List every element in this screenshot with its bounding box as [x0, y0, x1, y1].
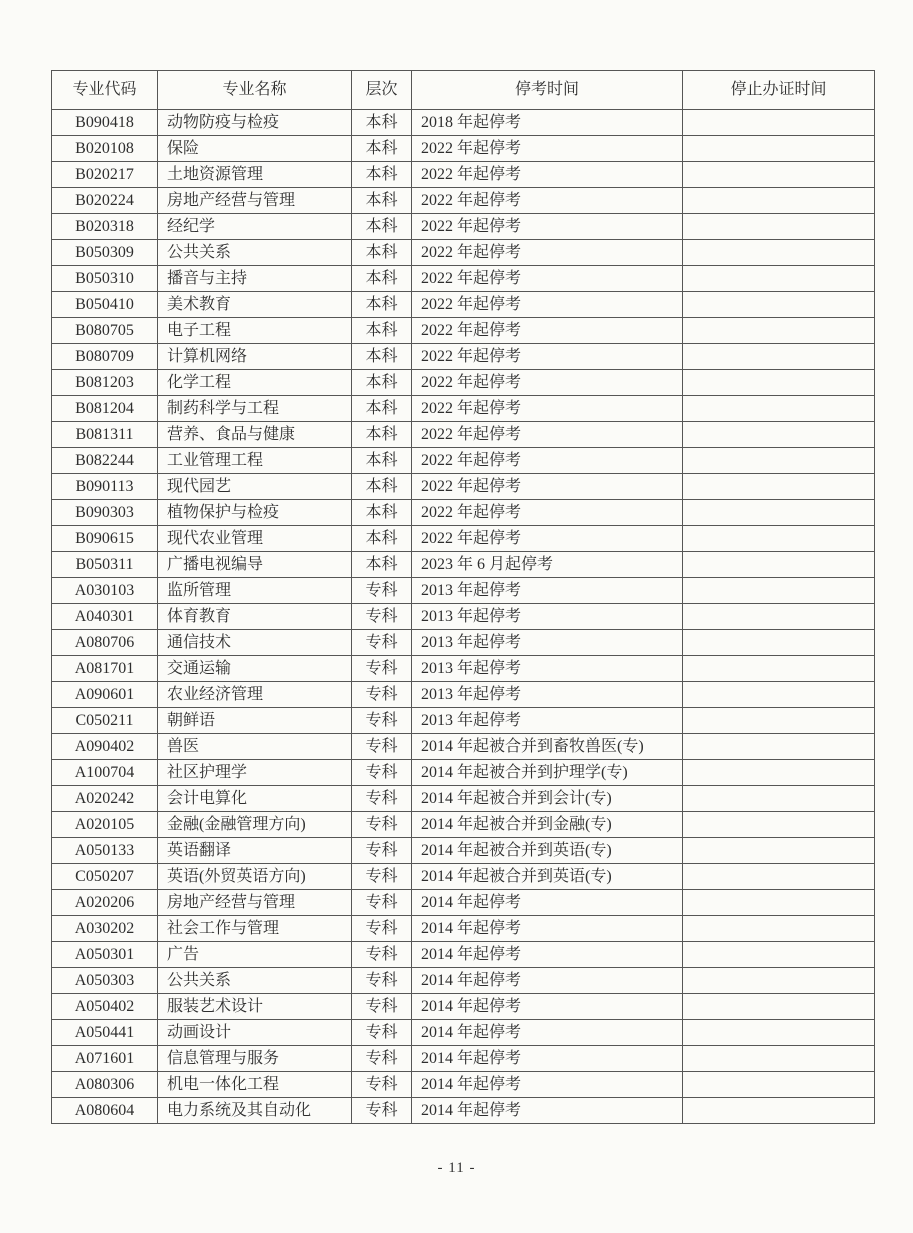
cell-level: 本科: [352, 474, 412, 500]
cell-stop-exam-time: 2014 年起停考: [412, 942, 683, 968]
table-row: [52, 786, 875, 812]
cell-stop-exam-time: 2014 年起停考: [412, 994, 683, 1020]
cell-major-name: 工业管理工程: [158, 448, 352, 474]
table-row: [52, 136, 875, 162]
cell-stop-exam-time: 2022 年起停考: [412, 292, 683, 318]
cell-level: 本科: [352, 318, 412, 344]
cell-stop-certificate-time: [683, 890, 875, 916]
cell-stop-certificate-time: [683, 916, 875, 942]
cell-major-code: A080706: [52, 630, 158, 656]
cell-stop-exam-time: 2013 年起停考: [412, 630, 683, 656]
cell-major-name: 房地产经营与管理: [158, 890, 352, 916]
cell-major-code: A080306: [52, 1072, 158, 1098]
cell-stop-certificate-time: [683, 786, 875, 812]
cell-stop-exam-time: 2023 年 6 月起停考: [412, 552, 683, 578]
cell-stop-certificate-time: [683, 266, 875, 292]
cell-major-code: B050410: [52, 292, 158, 318]
cell-stop-certificate-time: [683, 188, 875, 214]
cell-major-name: 机电一体化工程: [158, 1072, 352, 1098]
cell-major-code: A020105: [52, 812, 158, 838]
table-row: [52, 396, 875, 422]
cell-major-code: A100704: [52, 760, 158, 786]
cell-major-name: 经纪学: [158, 214, 352, 240]
cell-stop-exam-time: 2022 年起停考: [412, 240, 683, 266]
table-row: [52, 162, 875, 188]
cell-stop-certificate-time: [683, 162, 875, 188]
cell-stop-exam-time: 2022 年起停考: [412, 422, 683, 448]
cell-stop-certificate-time: [683, 552, 875, 578]
table-row: [52, 1046, 875, 1072]
cell-stop-exam-time: 2022 年起停考: [412, 474, 683, 500]
cell-stop-exam-time: 2022 年起停考: [412, 214, 683, 240]
cell-stop-certificate-time: [683, 942, 875, 968]
table-header-row: [52, 71, 875, 110]
cell-stop-certificate-time: [683, 240, 875, 266]
cell-level: 专科: [352, 916, 412, 942]
discontinued-majors-table: [51, 70, 875, 1124]
cell-major-name: 服装艺术设计: [158, 994, 352, 1020]
table-body: [52, 110, 875, 1124]
cell-major-name: 制药科学与工程: [158, 396, 352, 422]
cell-level: 专科: [352, 942, 412, 968]
cell-level: 专科: [352, 890, 412, 916]
table-row: [52, 1072, 875, 1098]
column-header-stop-certificate-time: 停止办证时间: [683, 71, 875, 110]
cell-major-name: 电子工程: [158, 318, 352, 344]
cell-major-name: 植物保护与检疫: [158, 500, 352, 526]
cell-major-code: A050402: [52, 994, 158, 1020]
cell-major-code: A090601: [52, 682, 158, 708]
cell-stop-exam-time: 2013 年起停考: [412, 708, 683, 734]
cell-stop-certificate-time: [683, 578, 875, 604]
cell-major-code: B020108: [52, 136, 158, 162]
cell-level: 本科: [352, 448, 412, 474]
cell-stop-exam-time: 2022 年起停考: [412, 448, 683, 474]
cell-major-name: 金融(金融管理方向): [158, 812, 352, 838]
table-row: [52, 240, 875, 266]
cell-stop-certificate-time: [683, 604, 875, 630]
cell-stop-exam-time: 2022 年起停考: [412, 266, 683, 292]
cell-stop-certificate-time: [683, 396, 875, 422]
cell-major-code: C050207: [52, 864, 158, 890]
cell-stop-certificate-time: [683, 474, 875, 500]
table-row: [52, 682, 875, 708]
cell-stop-exam-time: 2014 年起被合并到会计(专): [412, 786, 683, 812]
table-row: [52, 526, 875, 552]
cell-major-code: A050133: [52, 838, 158, 864]
cell-stop-certificate-time: [683, 734, 875, 760]
cell-major-code: C050211: [52, 708, 158, 734]
cell-level: 专科: [352, 1072, 412, 1098]
cell-level: 本科: [352, 188, 412, 214]
cell-major-code: B090303: [52, 500, 158, 526]
table-row: [52, 630, 875, 656]
cell-major-name: 通信技术: [158, 630, 352, 656]
cell-stop-exam-time: 2014 年起被合并到金融(专): [412, 812, 683, 838]
cell-level: 本科: [352, 240, 412, 266]
cell-major-name: 电力系统及其自动化: [158, 1098, 352, 1124]
cell-level: 专科: [352, 786, 412, 812]
cell-stop-certificate-time: [683, 344, 875, 370]
cell-major-name: 公共关系: [158, 968, 352, 994]
cell-stop-exam-time: 2013 年起停考: [412, 604, 683, 630]
cell-major-name: 社区护理学: [158, 760, 352, 786]
cell-major-code: B050310: [52, 266, 158, 292]
column-header-level: 层次: [352, 71, 412, 110]
cell-level: 本科: [352, 344, 412, 370]
cell-level: 专科: [352, 838, 412, 864]
cell-major-name: 计算机网络: [158, 344, 352, 370]
cell-stop-exam-time: 2014 年起被合并到护理学(专): [412, 760, 683, 786]
table-row: [52, 422, 875, 448]
cell-major-code: B090418: [52, 110, 158, 136]
cell-level: 专科: [352, 578, 412, 604]
cell-stop-certificate-time: [683, 1020, 875, 1046]
cell-major-code: A030202: [52, 916, 158, 942]
cell-level: 专科: [352, 994, 412, 1020]
cell-stop-exam-time: 2022 年起停考: [412, 136, 683, 162]
cell-level: 本科: [352, 422, 412, 448]
cell-major-code: B020318: [52, 214, 158, 240]
table-row: [52, 968, 875, 994]
cell-major-code: B090113: [52, 474, 158, 500]
cell-stop-exam-time: 2014 年起停考: [412, 1072, 683, 1098]
cell-stop-exam-time: 2022 年起停考: [412, 396, 683, 422]
cell-level: 专科: [352, 682, 412, 708]
table-row: [52, 916, 875, 942]
cell-stop-exam-time: 2014 年起停考: [412, 890, 683, 916]
cell-major-name: 英语翻译: [158, 838, 352, 864]
cell-level: 专科: [352, 1046, 412, 1072]
cell-major-code: A050303: [52, 968, 158, 994]
cell-stop-exam-time: 2014 年起被合并到畜牧兽医(专): [412, 734, 683, 760]
table-row: [52, 500, 875, 526]
cell-stop-certificate-time: [683, 318, 875, 344]
cell-major-code: A020242: [52, 786, 158, 812]
cell-major-name: 会计电算化: [158, 786, 352, 812]
cell-major-name: 英语(外贸英语方向): [158, 864, 352, 890]
cell-major-code: B090615: [52, 526, 158, 552]
cell-major-code: A071601: [52, 1046, 158, 1072]
cell-major-code: B081311: [52, 422, 158, 448]
cell-stop-exam-time: 2014 年起停考: [412, 1098, 683, 1124]
cell-stop-certificate-time: [683, 682, 875, 708]
cell-major-code: B050309: [52, 240, 158, 266]
cell-major-code: B020217: [52, 162, 158, 188]
cell-level: 本科: [352, 396, 412, 422]
cell-major-code: B080705: [52, 318, 158, 344]
column-header-major-name: 专业名称: [158, 71, 352, 110]
cell-stop-exam-time: 2014 年起被合并到英语(专): [412, 864, 683, 890]
cell-stop-certificate-time: [683, 968, 875, 994]
cell-major-name: 农业经济管理: [158, 682, 352, 708]
table-row: [52, 838, 875, 864]
cell-stop-certificate-time: [683, 838, 875, 864]
cell-major-code: A040301: [52, 604, 158, 630]
cell-level: 本科: [352, 526, 412, 552]
cell-major-code: B082244: [52, 448, 158, 474]
cell-stop-certificate-time: [683, 812, 875, 838]
column-header-major-code: 专业代码: [52, 71, 158, 110]
table-row: [52, 344, 875, 370]
cell-stop-exam-time: 2022 年起停考: [412, 162, 683, 188]
cell-stop-exam-time: 2022 年起停考: [412, 526, 683, 552]
cell-major-name: 信息管理与服务: [158, 1046, 352, 1072]
table-row: [52, 110, 875, 136]
cell-level: 专科: [352, 734, 412, 760]
cell-major-code: B080709: [52, 344, 158, 370]
cell-stop-exam-time: 2014 年起停考: [412, 1046, 683, 1072]
cell-level: 专科: [352, 1098, 412, 1124]
cell-level: 本科: [352, 110, 412, 136]
cell-stop-exam-time: 2022 年起停考: [412, 188, 683, 214]
cell-major-name: 社会工作与管理: [158, 916, 352, 942]
cell-level: 专科: [352, 656, 412, 682]
cell-major-name: 美术教育: [158, 292, 352, 318]
cell-major-name: 营养、食品与健康: [158, 422, 352, 448]
table-row: [52, 812, 875, 838]
cell-stop-exam-time: 2014 年起停考: [412, 1020, 683, 1046]
cell-major-name: 动画设计: [158, 1020, 352, 1046]
cell-major-code: B081204: [52, 396, 158, 422]
cell-major-code: B020224: [52, 188, 158, 214]
cell-stop-certificate-time: [683, 526, 875, 552]
cell-stop-exam-time: 2022 年起停考: [412, 370, 683, 396]
cell-major-name: 广告: [158, 942, 352, 968]
table-row: [52, 370, 875, 396]
column-header-stop-exam-time: 停考时间: [412, 71, 683, 110]
cell-stop-exam-time: 2022 年起停考: [412, 344, 683, 370]
cell-stop-exam-time: 2014 年起停考: [412, 968, 683, 994]
cell-stop-exam-time: 2014 年起停考: [412, 916, 683, 942]
cell-level: 本科: [352, 370, 412, 396]
cell-level: 本科: [352, 500, 412, 526]
table-row: [52, 708, 875, 734]
cell-level: 本科: [352, 292, 412, 318]
cell-level: 专科: [352, 968, 412, 994]
cell-level: 本科: [352, 136, 412, 162]
cell-stop-certificate-time: [683, 630, 875, 656]
table-row: [52, 864, 875, 890]
cell-major-name: 朝鲜语: [158, 708, 352, 734]
cell-stop-certificate-time: [683, 1098, 875, 1124]
cell-major-name: 土地资源管理: [158, 162, 352, 188]
cell-major-name: 交通运输: [158, 656, 352, 682]
cell-stop-certificate-time: [683, 1072, 875, 1098]
table-row: [52, 292, 875, 318]
cell-level: 专科: [352, 864, 412, 890]
cell-stop-certificate-time: [683, 864, 875, 890]
cell-stop-certificate-time: [683, 760, 875, 786]
cell-major-name: 播音与主持: [158, 266, 352, 292]
cell-major-code: B081203: [52, 370, 158, 396]
cell-major-name: 监所管理: [158, 578, 352, 604]
cell-major-name: 体育教育: [158, 604, 352, 630]
cell-stop-certificate-time: [683, 370, 875, 396]
cell-stop-certificate-time: [683, 1046, 875, 1072]
cell-stop-exam-time: 2022 年起停考: [412, 318, 683, 344]
table-row: [52, 994, 875, 1020]
table-row: [52, 266, 875, 292]
cell-major-code: A020206: [52, 890, 158, 916]
cell-major-name: 动物防疫与检疫: [158, 110, 352, 136]
cell-stop-certificate-time: [683, 110, 875, 136]
table-row: [52, 656, 875, 682]
table-row: [52, 474, 875, 500]
cell-major-code: A030103: [52, 578, 158, 604]
cell-level: 专科: [352, 1020, 412, 1046]
cell-major-name: 保险: [158, 136, 352, 162]
cell-stop-exam-time: 2013 年起停考: [412, 578, 683, 604]
table-row: [52, 552, 875, 578]
cell-major-name: 兽医: [158, 734, 352, 760]
cell-level: 本科: [352, 214, 412, 240]
cell-stop-certificate-time: [683, 136, 875, 162]
cell-level: 本科: [352, 162, 412, 188]
cell-stop-certificate-time: [683, 708, 875, 734]
cell-major-name: 广播电视编导: [158, 552, 352, 578]
table-row: [52, 760, 875, 786]
cell-major-code: A080604: [52, 1098, 158, 1124]
cell-major-code: A090402: [52, 734, 158, 760]
cell-major-code: B050311: [52, 552, 158, 578]
cell-level: 本科: [352, 552, 412, 578]
cell-stop-exam-time: 2013 年起停考: [412, 656, 683, 682]
table-row: [52, 604, 875, 630]
cell-stop-certificate-time: [683, 214, 875, 240]
cell-stop-exam-time: 2018 年起停考: [412, 110, 683, 136]
cell-stop-exam-time: 2014 年起被合并到英语(专): [412, 838, 683, 864]
cell-stop-certificate-time: [683, 448, 875, 474]
cell-major-name: 化学工程: [158, 370, 352, 396]
table-row: [52, 1020, 875, 1046]
cell-major-name: 房地产经营与管理: [158, 188, 352, 214]
cell-major-code: A081701: [52, 656, 158, 682]
cell-stop-certificate-time: [683, 656, 875, 682]
cell-stop-certificate-time: [683, 292, 875, 318]
cell-major-code: A050301: [52, 942, 158, 968]
table-row: [52, 318, 875, 344]
table-row: [52, 188, 875, 214]
cell-major-name: 公共关系: [158, 240, 352, 266]
page-number: - 11 -: [437, 1160, 476, 1176]
cell-stop-exam-time: 2013 年起停考: [412, 682, 683, 708]
cell-major-name: 现代园艺: [158, 474, 352, 500]
cell-stop-exam-time: 2022 年起停考: [412, 500, 683, 526]
cell-major-code: A050441: [52, 1020, 158, 1046]
cell-stop-certificate-time: [683, 422, 875, 448]
cell-level: 专科: [352, 812, 412, 838]
table-row: [52, 1098, 875, 1124]
table-row: [52, 214, 875, 240]
cell-major-name: 现代农业管理: [158, 526, 352, 552]
table-row: [52, 448, 875, 474]
table-row: [52, 942, 875, 968]
cell-level: 专科: [352, 708, 412, 734]
cell-level: 专科: [352, 760, 412, 786]
cell-level: 专科: [352, 630, 412, 656]
cell-level: 本科: [352, 266, 412, 292]
table-row: [52, 734, 875, 760]
table-row: [52, 890, 875, 916]
cell-stop-certificate-time: [683, 994, 875, 1020]
cell-level: 专科: [352, 604, 412, 630]
cell-stop-certificate-time: [683, 500, 875, 526]
table-row: [52, 578, 875, 604]
